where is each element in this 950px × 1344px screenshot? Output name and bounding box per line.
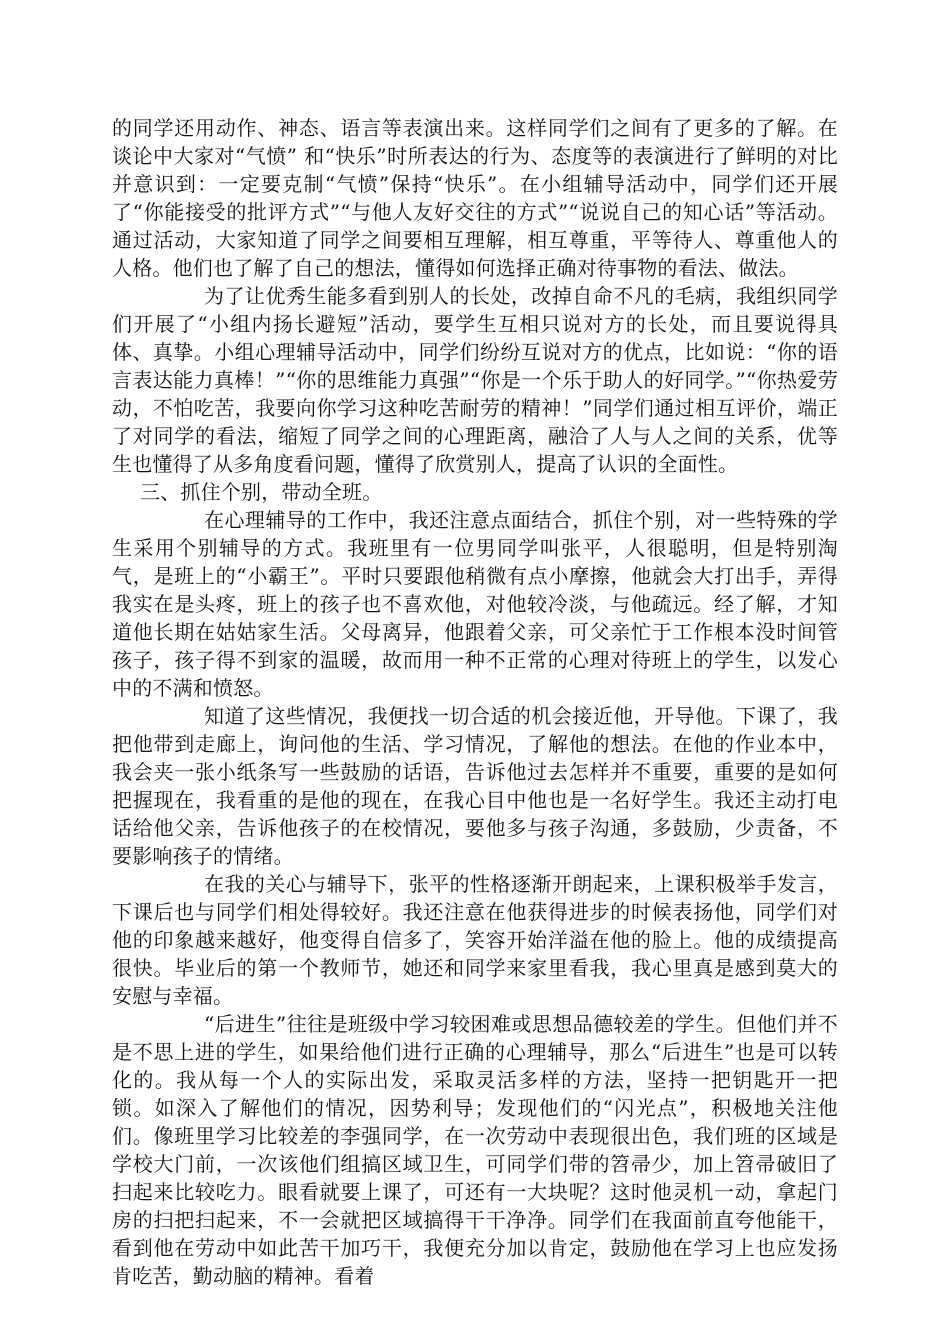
paragraph-approach: 知道了这些情况，我便找一切合适的机会接近他，开导他。下课了，我把他带到走廊上，询问他的生活、学习情况，了解他的想法。在他的作业本中，我会夹一张小纸条写一些鼓励的话语，告诉他过去怎样并不重要，重要的是如何把握现在，我看重的是他的现在，在我心目中他也是一名好学生。我还主动打电话给他父亲，告诉他孩子的在校情况，要他多与孩子沟通，多鼓励，少责备，不要影响孩子的情绪。 (112, 704, 838, 868)
section-heading-3: 三、抓住个别，带动全班。 (140, 480, 383, 504)
paragraph-continued: 的同学还用动作、神态、语言等表演出来。这样同学们之间有了更多的了解。在谈论中大家对“气愤” 和“快乐”时所表达的行为、态度等的表演进行了鲜明的对比并意识到：一定要克制“气愤”保持“快乐”。在小组辅导活动中，同学们还开展了“你能接受的批评方式”“与他人友好交往的方式”“说说自己的知心话”等活动。通过活动，大家知道了同学之间要相互理解，相互尊重，平等待人、尊重他人的人格。他们也了解了自己的想法，懂得如何选择正确对待事物的看法、做法。 (112, 116, 838, 280)
paragraph-underachievers: “后进生”往往是班级中学习较困难或思想品德较差的学生。但他们并不是不思上进的学生，如果给他们进行正确的心理辅导，那么“后进生”也是可以转化的。我从每一个人的实际出发，采取灵活多样的方法，坚持一把钥匙开一把锁。如深入了解他们的情况，因势利导；发现他们的“闪光点”，积极地关注他们。像班里学习比较差的李强同学，在一次劳动中表现很出色，我们班的区域是学校大门前，一次该他们组搞区域卫生，可同学们带的笤帚少，加上笤帚破旧了扫起来比较吃力。眼看就要上课了，可还有一大块呢？这时他灵机一动，拿起门房的扫把扫起来，不一会就把区域搞得干干净净。同学们在我面前直夸他能干，看到他在劳动中如此苦干加巧干，我便充分加以肯定，鼓励他在学习上也应发扬肯吃苦，勤动脑的精神。看着 (112, 1012, 838, 1288)
paragraph-praise-activity: 为了让优秀生能多看到别人的长处，改掉自命不凡的毛病，我组织同学们开展了“小组内扬长避短”活动，要学生互相只说对方的长处，而且要说得具体、真挚。小组心理辅导活动中，同学们纷纷互说对方的优点，比如说：“你的语言表达能力真棒！”“你的思维能力真强”“你是一个乐于助人的好同学。”“你热爱劳动，不怕吃苦，我要向你学习这种吃苦耐劳的精神！”同学们通过相互评价，端正了对同学的看法，缩短了同学之间的心理距离，融洽了人与人之间的关系，优等生也懂得了从多角度看问题，懂得了欣赏别人，提高了认识的全面性。 (112, 284, 838, 476)
paragraph-individual-guidance: 在心理辅导的工作中，我还注意点面结合，抓住个别，对一些特殊的学生采用个别辅导的方式。我班里有一位男同学叫张平，人很聪明，但是特别淘气，是班上的“小霸王”。平时只要跟他稍微有点小摩擦，他就会大打出手，弄得我实在是头疼，班上的孩子也不喜欢他，对他较冷淡，与他疏远。经了解，才知道他长期在姑姑家生活。父母离异，他跟着父亲，可父亲忙于工作根本没时间管孩子，孩子得不到家的温暖，故而用一种不正常的心理对待班上的学生，以发心中的不满和愤怒。 (112, 508, 838, 700)
paragraph-progress: 在我的关心与辅导下，张平的性格逐渐开朗起来，上课积极举手发言，下课后也与同学们相处得较好。我还注意在他获得进步的时候表扬他，同学们对他的印象越来越好，他变得自信多了，笑容开始洋溢在他的脸上。他的成绩提高很快。毕业后的第一个教师节，她还和同学来家里看我，我心里真是感到莫大的安慰与幸福。 (112, 872, 838, 1008)
document-page (112, 114, 838, 1290)
